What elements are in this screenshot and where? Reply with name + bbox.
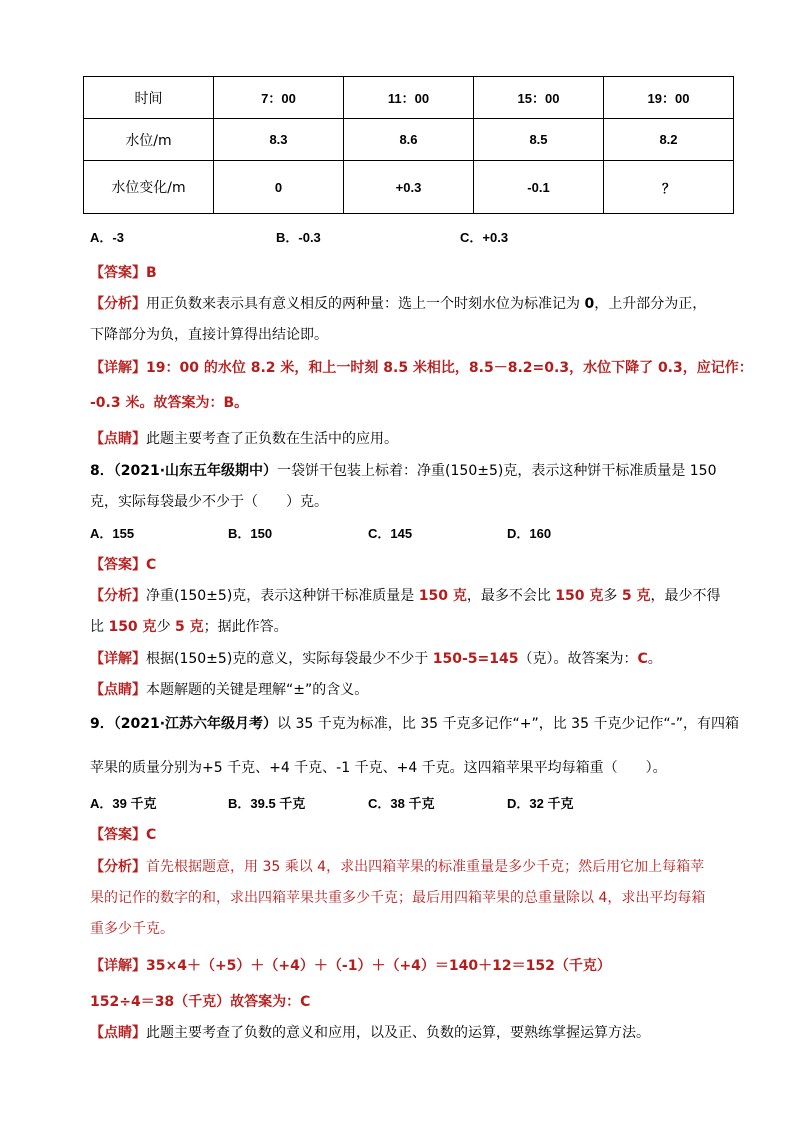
answer-tag: 【答案】 xyxy=(90,827,146,843)
table-cell: 8.6 xyxy=(344,119,474,161)
answer-value: B xyxy=(146,265,157,281)
answer-tag: 【答案】 xyxy=(90,265,146,281)
table-row xyxy=(84,119,734,161)
comment-text: 本题解题的关键是理解“±”的含义。 xyxy=(146,682,369,698)
q8-detail xyxy=(90,648,662,668)
analysis-text: ，最少不得 xyxy=(650,588,721,604)
table-cell: 8.2 xyxy=(604,119,734,161)
q8-answer xyxy=(90,554,156,574)
question-source: （2021·江苏六年级月考） xyxy=(113,716,278,732)
q7-answer xyxy=(90,262,157,282)
analysis-text: 比 xyxy=(90,619,109,635)
question-text: 一袋饼干包装上标着：净重(150±5)克，表示这种饼干标准质量是 150 xyxy=(277,463,717,479)
detail-text: 根据(150±5)克的意义，实际每袋最少不少于 xyxy=(146,651,433,667)
q9-detail-line-2: 152÷4＝38（千克）故答案为：C xyxy=(90,994,311,1010)
analysis-text: 150 克 xyxy=(418,588,467,604)
detail-text: 。 xyxy=(647,651,662,667)
question-source: （2021·山东五年级期中） xyxy=(113,463,278,479)
table-row xyxy=(84,77,734,119)
option-a: A．39 千克 xyxy=(90,796,157,811)
table-cell: 时间 xyxy=(84,77,214,119)
answer-value: C xyxy=(146,557,157,573)
analysis-text: 用正负数来表示具有意义相反的两种量：选上一个时刻水位为标准记为 xyxy=(146,296,585,312)
analysis-text: 5 克 xyxy=(175,619,204,635)
detail-text: C xyxy=(637,651,648,667)
analysis-text: 少 xyxy=(156,619,176,635)
analysis-text: ，最多不会比 xyxy=(466,588,556,604)
analysis-text: 150 克 xyxy=(555,588,604,604)
q9-analysis-line-1 xyxy=(90,856,704,876)
q8-comment xyxy=(90,679,368,699)
option-d: D．32 千克 xyxy=(507,796,574,811)
q8-analysis-line-1 xyxy=(90,585,720,605)
table-cell: 8.5 xyxy=(474,119,604,161)
analysis-text: ，上升部分为正， xyxy=(594,296,707,312)
question-number: 9． xyxy=(90,716,114,732)
option-a: A．-3 xyxy=(90,230,124,245)
option-c: C．38 千克 xyxy=(368,796,435,811)
table-cell: +0.3 xyxy=(344,161,474,214)
question-number: 8． xyxy=(90,463,114,479)
analysis-text: 150 克 xyxy=(108,619,157,635)
table-cell: -0.1 xyxy=(474,161,604,214)
q9-analysis-line-2: 果的记作的数字的和，求出四箱苹果共重多少千克；最后用四箱苹果的总重量除以 4，求出平均每箱 xyxy=(90,890,706,906)
table-cell: 19：00 xyxy=(604,77,734,119)
q7-comment xyxy=(90,428,398,448)
option-d: D．160 xyxy=(507,526,552,541)
q9-analysis-line-3: 重多少千克。 xyxy=(90,921,174,937)
detail-text: 150-5=145 xyxy=(432,651,519,667)
analysis-tag: 【分析】 xyxy=(90,588,146,604)
comment-tag: 【点睛】 xyxy=(90,1025,146,1041)
table-cell: 15：00 xyxy=(474,77,604,119)
q8-analysis-line-2 xyxy=(90,616,288,636)
answer-tag: 【答案】 xyxy=(90,557,146,573)
table-cell: 0 xyxy=(214,161,344,214)
option-b: B．39.5 千克 xyxy=(228,796,306,811)
q8-stem-line-2: 克，实际每袋最少不少于（ ）克。 xyxy=(90,494,328,510)
table-cell: 8.3 xyxy=(214,119,344,161)
detail-tag: 【详解】 xyxy=(90,651,146,667)
q7-detail-line-1 xyxy=(90,357,753,377)
detail-text: 19：00 的水位 8.2 米，和上一时刻 8.5 米相比，8.5－8.2=0.3，水位下降了 0.3，应记作： xyxy=(146,360,753,376)
option-b: B．150 xyxy=(228,526,273,541)
analysis-text: 首先根据题意，用 35 乘以 4，求出四箱苹果的标准重量是多少千克；然后用它加上每箱苹 xyxy=(146,859,705,875)
q9-answer xyxy=(90,824,156,844)
q9-detail-line-1 xyxy=(90,955,611,975)
q8-stem-line-1 xyxy=(90,460,717,480)
detail-tag: 【详解】 xyxy=(90,958,146,974)
detail-text: 35×4＋（+5）＋（+4）＋（-1）＋（+4）＝140＋12＝152（千克） xyxy=(146,958,611,974)
q7-analysis-line-2: 下降部分为负，直接计算得出结论即。 xyxy=(90,327,328,343)
comment-tag: 【点睛】 xyxy=(90,682,146,698)
option-b: B．-0.3 xyxy=(276,230,321,245)
comment-tag: 【点睛】 xyxy=(90,431,146,447)
table-row xyxy=(84,161,734,214)
table-cell: ？ xyxy=(604,161,734,214)
analysis-tag: 【分析】 xyxy=(90,859,146,875)
option-c: C．145 xyxy=(368,526,413,541)
q9-stem-line-1 xyxy=(90,713,739,733)
analysis-text: 多 xyxy=(603,588,622,604)
q7-analysis-line-1 xyxy=(90,293,706,313)
detail-tag: 【详解】 xyxy=(90,360,146,376)
q9-stem-line-2: 苹果的质量分别为+5 千克、+4 千克、-1 千克、+4 千克。这四箱苹果平均每箱重（ ）。 xyxy=(90,760,667,776)
table-cell: 水位变化/m xyxy=(84,161,214,214)
table-cell: 水位/m xyxy=(84,119,214,161)
option-a: A．155 xyxy=(90,526,135,541)
q9-comment xyxy=(90,1022,650,1042)
answer-value: C xyxy=(146,827,157,843)
question-text: 以 35 千克为标准，比 35 千克多记作“+”，比 35 千克少记作“-”，有四箱 xyxy=(277,716,739,732)
q7-detail-line-2: -0.3 米。故答案为：B。 xyxy=(90,395,249,411)
option-c: C．+0.3 xyxy=(460,230,509,245)
comment-text: 此题主要考查了正负数在生活中的应用。 xyxy=(146,431,398,447)
analysis-text: ；据此作答。 xyxy=(203,619,288,635)
detail-text: （克）。故答案为： xyxy=(518,651,638,667)
analysis-text: 5 克 xyxy=(621,588,651,604)
table-cell: 7：00 xyxy=(214,77,344,119)
water-level-table xyxy=(83,76,734,214)
analysis-text: 净重(150±5)克，表示这种饼干标准质量是 xyxy=(146,588,419,604)
analysis-tag: 【分析】 xyxy=(90,296,146,312)
table-cell: 11：00 xyxy=(344,77,474,119)
comment-text: 此题主要考查了负数的意义和应用，以及正、负数的运算，要熟练掌握运算方法。 xyxy=(146,1025,650,1041)
analysis-text: 0 xyxy=(584,296,595,312)
